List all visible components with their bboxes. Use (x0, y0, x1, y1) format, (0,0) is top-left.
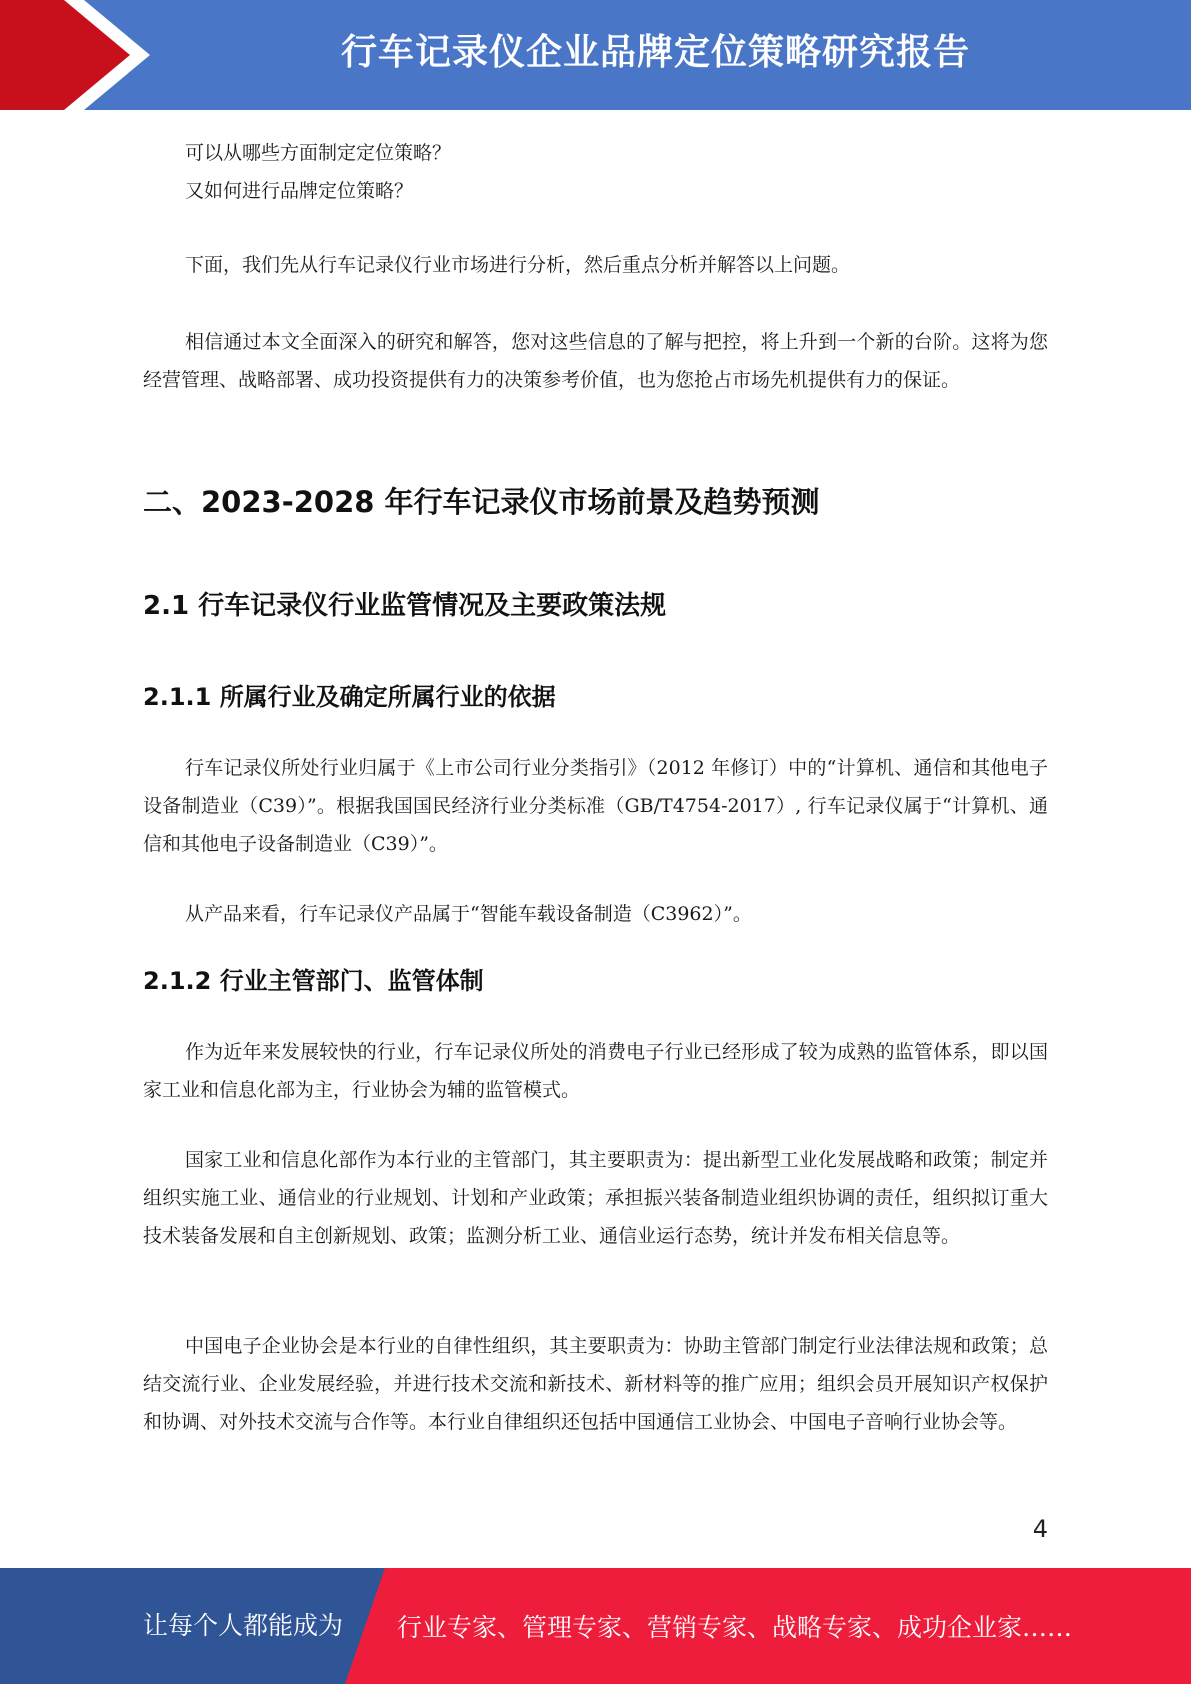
section-2-1-1-paragraph-1: 行车记录仪所处行业归属于《上市公司行业分类指引》（2012 年修订）中的“计算机、通信和其他电子设备制造业（C39）”。根据我国国民经济行业分类标准（GB/T4754-2017）, 行车记录仪属于“计算机、通信和其他电子设备制造业（C39）”。 (143, 757, 1048, 855)
section-2-1-2-heading: 2.1.2 行业主管部门、监管体制 (143, 967, 484, 995)
header-arrow-decoration (0, 0, 180, 110)
section-2-1-1-heading: 2.1.1 所属行业及确定所属行业的依据 (143, 683, 556, 711)
section-2-1-2-paragraph-2: 国家工业和信息化部作为本行业的主管部门，其主要职责为：提出新型工业化发展战略和政策；制定并组织实施工业、通信业的行业规划、计划和产业政策；承担振兴装备制造业组织协调的责任，组织拟订重大技术装备发展和自主创新规划、政策；监测分析工业、通信业运行态势，统计并发布相关信息等。 (143, 1149, 1048, 1247)
section-2-1-2-paragraph-1: 作为近年来发展较快的行业，行车记录仪所处的消费电子行业已经形成了较为成熟的监管体系，即以国家工业和信息化部为主，行业协会为辅的监管模式。 (143, 1041, 1048, 1101)
footer-slogan-left: 让每个人都能成为 (143, 1611, 344, 1640)
section-2-heading: 二、2023-2028 年行车记录仪市场前景及趋势预测 (143, 485, 820, 519)
section-2-1-1-paragraph-2: 从产品来看，行车记录仪产品属于“智能车载设备制造（C3962）”。 (185, 903, 752, 925)
page-header (0, 0, 1191, 110)
report-title: 行车记录仪企业品牌定位策略研究报告 (340, 32, 970, 73)
page-number: 4 (1032, 1515, 1048, 1543)
section-2-1-heading: 2.1 行车记录仪行业监管情况及主要政策法规 (143, 591, 667, 621)
intro-question-2: 又如何进行品牌定位策略？ (185, 180, 414, 202)
footer-slogan-right: 行业专家、管理专家、营销专家、战略专家、成功企业家…… (397, 1613, 1073, 1642)
page-footer (0, 1568, 1191, 1684)
section-2-1-2-paragraph-3: 中国电子企业协会是本行业的自律性组织，其主要职责为：协助主管部门制定行业法律法规和政策；总结交流行业、企业发展经验，并进行技术交流和新技术、新材料等的推广应用；组织会员开展知识产权保护和协调、对外技术交流与合作等。本行业自律组织还包括中国通信工业协会、中国电子音响行业协会等。 (143, 1335, 1048, 1433)
intro-question-1: 可以从哪些方面制定定位策略？ (185, 142, 452, 164)
intro-paragraph-2: 相信通过本文全面深入的研究和解答，您对这些信息的了解与把控，将上升到一个新的台阶。这将为您经营管理、战略部署、成功投资提供有力的决策参考价值，也为您抢占市场先机提供有力的保证。 (143, 331, 1048, 391)
intro-paragraph-1: 下面，我们先从行车记录仪行业市场进行分析，然后重点分析并解答以上问题。 (185, 254, 851, 276)
